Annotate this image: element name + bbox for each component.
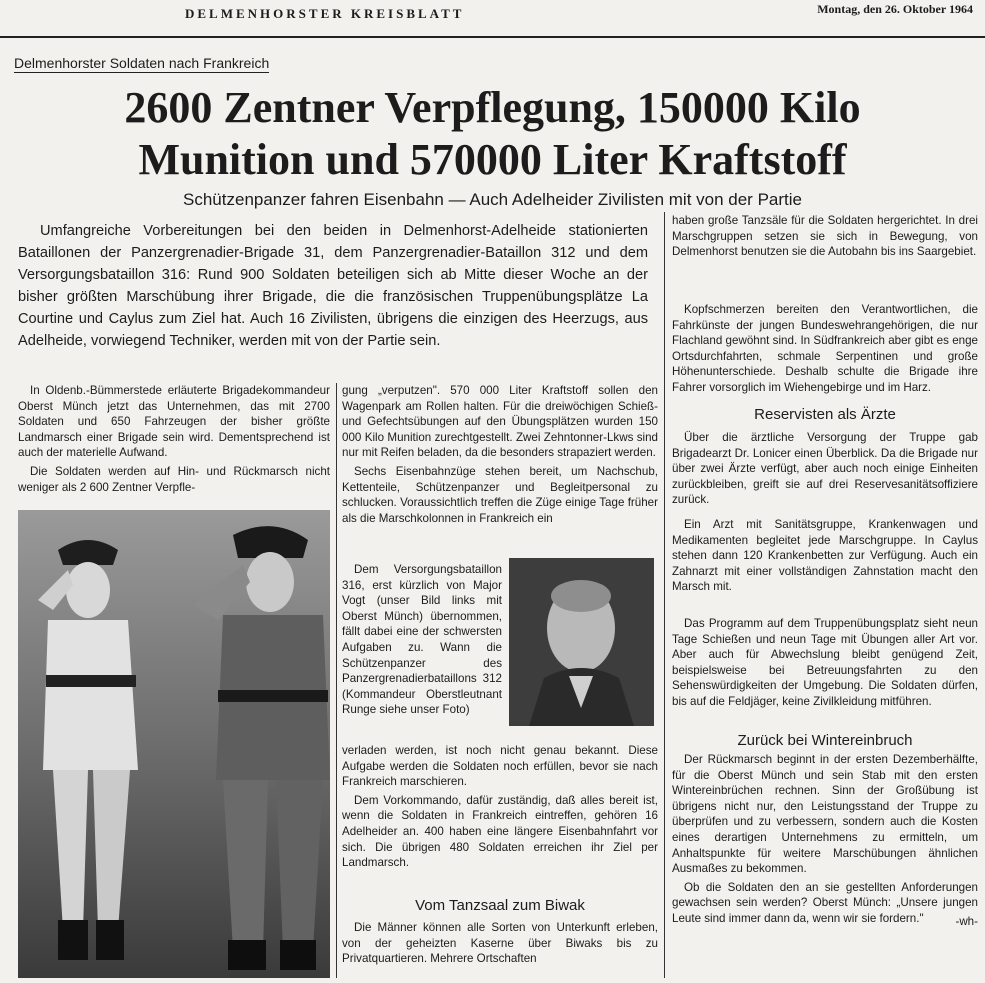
section-heading-biwak: Vom Tanzsaal zum Biwak — [415, 897, 585, 914]
column-divider — [336, 383, 337, 978]
column-divider — [664, 212, 665, 978]
column-2-text-bottom — [342, 920, 658, 978]
headline-line-1: 2600 Zentner Verpflegung, 150000 Kilo — [124, 83, 861, 132]
photo-officers-graphic — [18, 510, 330, 978]
column-1-text — [18, 383, 330, 503]
photo-officers-saluting — [18, 510, 330, 978]
column-2-text-middle — [342, 743, 658, 893]
column-3-text-4 — [672, 517, 978, 612]
article-kicker: Delmenhorster Soldaten nach Frankreich — [14, 55, 270, 71]
paragraph: Der Rückmarsch beginnt in der ersten Dezemberhälfte, für die Oberst Münch und sein Stab mit den ersten Wintereinbrüchen rechnen. Sinn der Großübung ist übrigens nicht nur, den Leistungsstand der Truppe zu überprüfen und zu verbessern, sondern auch die Kosten eines derartigen Unternehmens zu ermitteln, um Anhaltspunkte für weitere Marschübungen ähnlichen Ausmaßes zu bekommen. — [672, 753, 978, 876]
paragraph: Über die ärztliche Versorgung der Truppe gab Brigadearzt Dr. Lonicer einen Überblick. Da die Brigade nur über zwei Ärzte verfügt, aber auch noch einige Einheiten zurückbleiben, greift sie auf drei Reservesanitätsoffiziere zurück. — [672, 431, 978, 507]
issue-date: Montag, den 26. Oktober 1964 — [817, 2, 973, 16]
paragraph: haben große Tanzsäle für die Soldaten hergerichtet. In drei Marschgruppen setzen sie sich in Bewegung, von Delmenhorst benutzen sie die Autobahn bis ins Saargebiet. — [672, 214, 978, 259]
paragraph: verladen werden, ist noch nicht genau bekannt. Diese Aufgabe werden die Soldaten noch erfüllen, bevor sie nach Frankreich marschieren. — [342, 744, 658, 789]
column-2-text-top — [342, 383, 658, 561]
article-headline — [40, 82, 945, 186]
paragraph: Kopfschmerzen bereiten den Verantwortlichen, die Fahrkünste der jungen Bundeswehrangehörigen, die nur Flachland gewöhnt sind. In Südfrankreich aber gibt es enge Ortsdurchfahrten, schmale Serpentinen und große Höhenunterschiede. Deshalb schulte die Brigade ihre Fahrer vorsorglich im Wiehengebirge und im Harz. — [672, 303, 978, 394]
section-heading-aerzte: Reservisten als Ärzte — [754, 406, 896, 423]
paragraph: Dem Versorgungsbataillon 316, erst kürzlich von Major Vogt (unser Bild links mit Oberst Münch) übernommen, fällt dabei eine der schwersten Aufgaben zu. Wann die Schützenpanzer des Panzergrenadierbataillons 312 (Kommandeur Oberstleutnant Runge siehe unser Foto) — [342, 563, 502, 717]
article-lead: Umfangreiche Vorbereitungen bei den beiden in Delmenhorst-Adelheide stationierten Bataillonen der Panzergrenadier-Brigade 31, dem Panzergrenadier-Bataillon 312 und dem Versorgungsbataillon 316: Rund 900 Soldaten beteiligen sich ab Mitte dieser Woche an der bisher größten Marschübung ihrer Brigade, die die französischen Truppenübungsplätze La Courtine und Caylus zum Ziel hat. Auch 16 Zivilisten, übrigens die einzigen des Heerzugs, aus Adelheide, vorwiegend Techniker, werden mit von der Partie sein. — [18, 223, 648, 349]
article-subhead: Schützenpanzer fahren Eisenbahn — Auch Adelheider Zivilisten mit von der Partie — [183, 190, 802, 209]
column-3-text-3 — [672, 430, 978, 510]
byline: -wh- — [955, 915, 978, 928]
column-3-text-5 — [672, 616, 978, 726]
column-3-text-1 — [672, 213, 978, 298]
section-heading-winter: Zurück bei Wintereinbruch — [737, 732, 913, 749]
photo-portrait-runge — [509, 558, 654, 726]
column-3-byline — [672, 914, 978, 976]
paragraph: Die Männer können alle Sorten von Unterkunft erleben, von der geheizten Kaserne über Biwaks bis zu Privatquartieren. Mehrere Ortschaften — [342, 921, 658, 966]
column-3-text-2 — [672, 302, 978, 405]
paragraph: Dem Vorkommando, dafür zuständig, daß alles bereit ist, wenn die Soldaten in Frankreich eintreffen, gehören 16 Adelheider an. 400 haben eine längere Eisenbahnfahrt vor sich. Die übrigen 480 Soldaten erreichen ihr Ziel per Landmarsch. — [342, 793, 658, 870]
paragraph: gung „verputzen". 570 000 Liter Kraftstoff sollen den Wagenpark am Rollen halten. Für die dreiwöchigen Schieß- und Gefechtsübungen auf den Übungsplätzen wurden 150 000 Kilo Munition zurechtgestellt. Zwei Zehntonner-Lkws sind nur mit Reifen beladen, da die besonders strapaziert werden. — [342, 384, 658, 460]
paragraph: In Oldenb.-Bümmerstede erläuterte Brigadekommandeur Oberst Münch jetzt das Unternehmen, das mit 2700 Soldaten und 650 Fahrzeugen der bisher größte Landmarsch einer Brigade sein wird. Dementsprechend ist auch der materielle Aufwand. — [18, 384, 330, 460]
paragraph: Ob die Soldaten den an sie gestellten Anforderungen gewachsen sein werden? Oberst Münch: „Unsere jungen Leute sind immer dann da, wenn wir sie fordern." — [672, 880, 978, 925]
newspaper-name: DELMENHORSTER KREISBLATT — [185, 6, 465, 21]
headline-line-2: Munition und 570000 Liter Kraftstoff — [138, 135, 847, 184]
paragraph: Die Soldaten werden auf Hin- und Rückmarsch nicht weniger als 2 600 Zentner Verpfle- — [18, 464, 330, 494]
paragraph: Sechs Eisenbahnzüge stehen bereit, um Nachschub, Kettenteile, Schützenpanzer und Begleitpersonal zu schlucken. Voraussichtlich treffen die Züge einige Tage früher als die Marschkolonnen in Frankreich ein — [342, 464, 658, 525]
photo-portrait-graphic — [509, 558, 654, 726]
masthead — [0, 0, 985, 38]
paragraph: Das Programm auf dem Truppenübungsplatz sieht neun Tage Schießen und neun Tage mit Übungen aller Art vor. Aber auch für Abwechslung bleibt genügend Zeit, beispielsweise bei Betreuungsfahrten zu den Sehenswürdigkeiten der Umgebung. Die Soldaten dürfen, bis auf die Feldjäger, keine Zivilkleidung mitführen. — [672, 617, 978, 708]
paragraph: Ein Arzt mit Sanitätsgruppe, Krankenwagen und Medikamenten begleitet jede Marschgruppe. In Caylus stehen dann 120 Krankenbetten zur Verfügung. Auch ein Zahnarzt mit einer vollständigen Zahnstation macht den Marsch mit. — [672, 518, 978, 594]
